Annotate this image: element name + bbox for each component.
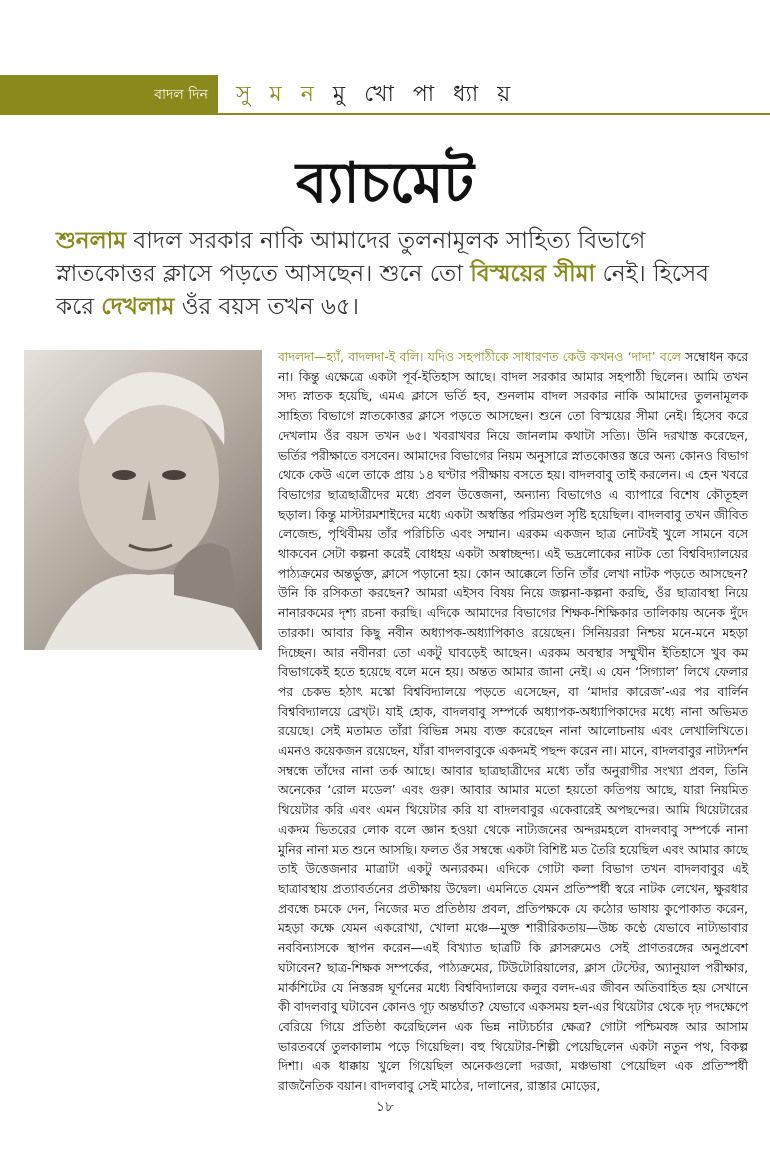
author-last-name: মু খো পা ধ্যা য় <box>332 82 517 107</box>
lead-highlight-1: শুনলাম <box>56 228 127 254</box>
header-rule <box>218 113 770 115</box>
lead-paragraph <box>56 225 746 324</box>
lead-text-3: ওঁর বয়স তখন ৬৫। <box>174 294 359 320</box>
page-header <box>0 75 770 115</box>
portrait-illustration <box>24 350 262 650</box>
page-number: ১৮ <box>375 1099 395 1115</box>
body-lead-in: বাদলদা—হ্যাঁ, বাদলদা-ই বলি। যদিও সহপাঠীকে সাধারণত কেউ কখনও ‘দাদা’ বলে <box>278 350 681 364</box>
article-title: ব্যাচমেট <box>296 150 474 216</box>
author-first-name: সু ম ন <box>236 82 320 107</box>
lead-text-2: নেই। হিসেব করে <box>56 261 709 320</box>
body-text: সম্বোধন করে না। কিন্তু এক্ষেত্রে একটা পূর্ব-ইতিহাস আছে। বাদল সরকার আমার সহপাঠী ছিলেন। আমি তখন সদ্য স্নাতক হয়েছি, এমএ ক্লাসে ভর্তি হব, শুনলাম বাদল সরকার নাকি আমাদের তুলনামূলক সাহিত্য বিভাগে স্নাতকোত্তর ক্লাসে পড়তে আসছেন। শুনে তো বিস্ময়ের সীমা নেই। হিসেব করে দেখলাম ওঁর বয়স তখন ৬৫। খবরাখবর নিয়ে জানলাম কথাটা সত্যি। উনি দরখাস্ত করেছেন, ভর্তির পরীক্ষাতে বসবেন। আমাদের বিভাগের নিয়ম অনুসারে স্নাতকোত্তর স্তরে অন্য কোনও বিভাগ থেকে কেউ এলে তাকে প্রায় ১৪ ঘণ্টার পরীক্ষায় বসতে হয়। বাদলবাবু তাই করলেন। এ হেন খবরে বিভাগের ছাত্রছাত্রীদের মধ্যে প্রবল উত্তেজনা, অন্যান্য বিভাগেও এ ব্যাপারে বিশেষ কৌতূহল ছড়াল। কিন্তু মাস্টারমশাইদের মধ্যে একটা অস্বস্তির পরিমণ্ডল সৃষ্টি হয়েছিল। বাদলবাবু তখন জীবিত লেজেন্ড, পৃথিবীময় তাঁর পরিচিতি এবং সম্মান। এরকম একজন ছাত্র নোটবই খুলে সামনে বসে থাকবেন সেটা কল্পনা করেই বোধহয় একটা অস্বাচ্ছন্দ্য। এই ভদ্রলোকের নাটক তো বিশ্ববিদ্যালয়ের পাঠ্যক্রমের অন্তর্ভুক্ত, ক্লাসে পড়ানো হয়। কোন আক্কেলে তিনি তাঁর লেখা নাটক পড়তে আসছেন? উনি কি রসিকতা করছেন? আমরা এইসব বিষয় নিয়ে জল্পনা-কল্পনা করছি, ওঁর ছাত্রাবস্থা নিয়ে নানারকমের দৃশ্য রচনা করছি। এদিকে আমাদের বিভাগের শিক্ষক-শিক্ষিকার তালিকায় অনেক দুঁদে তারকা। আবার কিছু নবীন অধ্যাপক-অধ্যাপিকাও রয়েছেন। সিনিয়ররা নিশ্চয় মনে-মনে মহড়া দিচ্ছেন। আর নবীনরা তো একটু ঘাবড়েই আছেন। এরকম অবস্থার সম্মুখীন ইতিহাসে খুব কম বিভাগকেই হতে হয়েছে বলে মনে হয়। অন্তত আমার জানা নেই। এ যেন ‘সিগ্যাল’ লিখে ফেলার পর চেকভ হঠাৎ মস্কো বিশ্ববিদ্যালয়ে পড়তে এসেছেন, বা ‘মাদার কারেজ’-এর পর বার্লিন বিশ্ববিদ্যালয়ে ব্রেখ্‌ট। যাই হোক, বাদলবাবু সম্পর্কে অধ্যাপক-অধ্যাপিকাদের মধ্যে নানা অভিমত রয়েছে। সেই মতামত তাঁরা বিভিন্ন সময় ব্যক্ত করেছেন নানা আলোচনায় এবং লেখালিখিতে। এমনও কয়েকজন রয়েছেন, যাঁরা বাদলবাবুকে একদমই পছন্দ করেন না। মানে, বাদলবাবুর নাট্যদর্শন সম্বন্ধে তাঁদের নানা তর্ক আছে। আবার ছাত্রছাত্রীদের মধ্যে তাঁর অনুরাগীর সংখ্যা প্রবল, তিনি অনেকের ‘রোল মডেল’ এবং গুরু। আবার আমার মতো হয়তো কতিপয় আছে, যারা নিয়মিত থিয়েটার করি এবং এমন থিয়েটার করি যা বাদলবাবুর একেবারেই অপছন্দের। আমি থিয়েটারের একদম ভিতরের লোক বলে জ্ঞান হওয়া থেকে নাট্যজনের অন্দরমহলে বাদলবাবু সম্পর্কে নানা মুনির নানা মত শুনে আসছি। ফলত ওঁর সম্বন্ধে একটা বিশিষ্ট মত তৈরি হয়েছিল এবং আমার কাছে তাই উত্তেজনার মাত্রাটা একটু অন্যরকম। এদিকে গোটা কলা বিভাগ তখন বাদলবাবুর এই ছাত্রাবস্থায় প্রত্যাবর্তনের প্রতীক্ষায় উদ্বেল। এমনিতে যেমন প্রতিস্পর্ধী স্বরে নাটক লেখেন, ক্ষুরধার প্রবন্ধে চমকে দেন, নিজের মত প্রতিষ্ঠায় প্রবল, প্রতিপক্ষকে যে কঠোর ভাষায় কুপোকাত করেন, মহড়া কক্ষে যেমন একরোখা, খোলা মঞ্চে—মুক্ত শারীরিকতায়—উচ্চ কণ্ঠে যেভাবে নাট্যভাবার নববিন্যাসকে স্থাপন করেন—এই বিখ্যাত ছাত্রটি কি ক্লাসরুমেও সেই প্রাণতরঙ্গের অনুপ্রবেশ ঘটাবেন? ছাত্র-শিক্ষক সম্পর্কের, পাঠ্যক্রমের, টিউটোরিয়ালের, ক্লাস টেস্টের, অ্যানুয়াল পরীক্ষার, মার্কশিটের যে নিস্তরঙ্গ ঘূর্ণনের মধ্যে বিশ্ববিদ্যালয়ে কলুর বলদ-এর জীবন অতিবাহিত হয় সেখানে কী বাদলবাবু ঘটাবেন কোনও গূঢ় অন্তর্ঘাত? যেভাবে একসময় হল-এর থিয়েটার থেকে দৃঢ় পদক্ষেপে বেরিয়ে গিয়ে প্রতিষ্ঠা করেছিলেন এক ভিন্ন নাট্যচর্চার ক্ষেত্র? গোটা পশ্চিমবঙ্গ আর আসাম ভারতবর্ষে তুলকালাম পড়ে গিয়েছিল। বহু থিয়েটার-শিল্পী পেয়েছিলেন একটা নতুন পথ, বিকল্প দিশা। এক ধাক্কায় খুলে গিয়েছিল অনেকগুলো দরজা, মঞ্চভাষা পেয়েছিল এক প্রতিস্পর্ধী রাজনৈতিক বয়ান। বাদলবাবু সেই মাঠের, দালানের, রাস্তার মোড়ের, <box>278 350 748 1094</box>
article-body <box>278 348 748 1097</box>
lead-highlight-3: দেখলাম <box>101 294 175 320</box>
section-tag: বাদল দিন <box>0 75 218 115</box>
lead-highlight-2: বিস্ময়ের সীমা <box>470 261 596 287</box>
lead-text-1: বাদল সরকার নাকি আমাদের তুলনামূলক সাহিত্য বিভাগে স্নাতকোত্তর ক্লাসে পড়তে আসছেন। শুনে তো <box>56 228 646 287</box>
author-portrait-photo <box>24 350 262 650</box>
author-name <box>236 75 516 115</box>
